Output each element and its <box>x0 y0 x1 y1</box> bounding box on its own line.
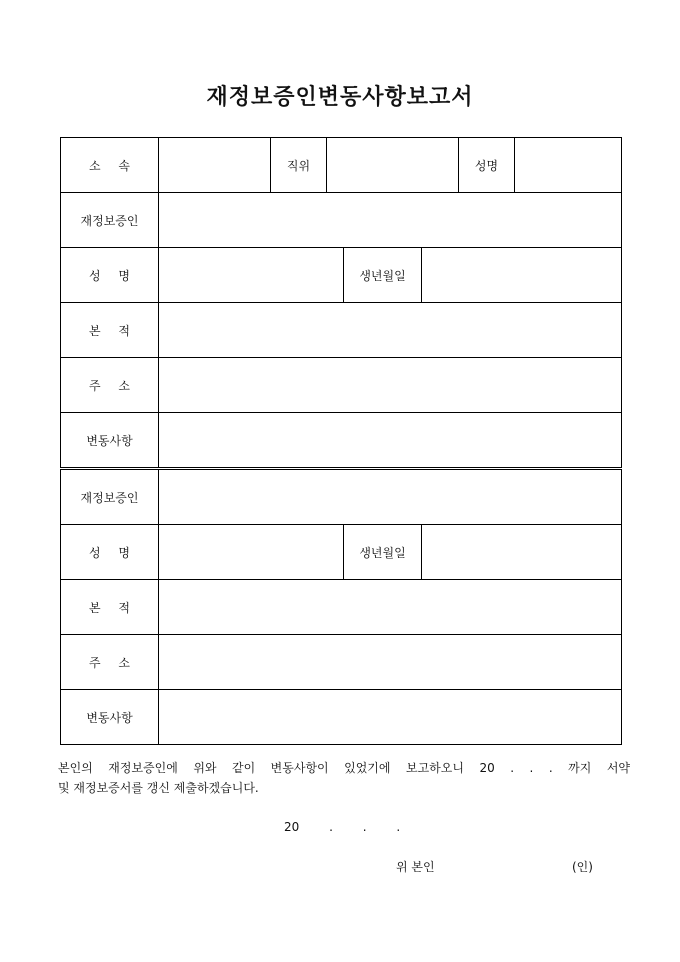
date-line: 20 . . . <box>284 820 401 834</box>
birthdate-value[interactable] <box>422 248 622 303</box>
guarantor-row <box>61 469 622 525</box>
guarantor-name-row <box>61 525 622 580</box>
guarantor-name-value[interactable] <box>159 248 344 303</box>
report-form-table <box>60 137 622 745</box>
name-label: 성명 <box>459 138 515 193</box>
changes-value[interactable] <box>159 690 622 745</box>
guarantor-name-label: 성 명 <box>61 248 159 303</box>
document-title: 재정보증인변동사항보고서 <box>206 84 474 110</box>
guarantor-name-row <box>61 248 622 303</box>
guarantor-name-label: 성 명 <box>61 525 159 580</box>
guarantor-value[interactable] <box>159 193 622 248</box>
changes-label: 변동사항 <box>61 690 159 745</box>
address-label: 주 소 <box>61 358 159 413</box>
affiliation-label: 소 속 <box>61 138 159 193</box>
guarantor-value[interactable] <box>159 469 622 525</box>
domicile-label: 본 적 <box>61 580 159 635</box>
signature-label: 위 본인 <box>396 860 435 874</box>
domicile-label: 본 적 <box>61 303 159 358</box>
address-value[interactable] <box>159 358 622 413</box>
header-row <box>61 138 622 193</box>
name-value[interactable] <box>515 138 622 193</box>
changes-label: 변동사항 <box>61 413 159 469</box>
domicile-row <box>61 580 622 635</box>
domicile-value[interactable] <box>159 303 622 358</box>
changes-value[interactable] <box>159 413 622 469</box>
position-value[interactable] <box>327 138 459 193</box>
birthdate-value[interactable] <box>422 525 622 580</box>
domicile-row <box>61 303 622 358</box>
position-label: 직위 <box>271 138 327 193</box>
statement-line-1: 본인의 재정보증인에 위와 같이 변동사항이 있었기에 보고하오니 20 . . . 까지 서약 <box>58 761 630 775</box>
birthdate-label: 생년월일 <box>344 248 422 303</box>
address-row <box>61 358 622 413</box>
address-row <box>61 635 622 690</box>
domicile-value[interactable] <box>159 580 622 635</box>
statement-line-2: 및 재정보증서를 갱신 제출하겠습니다. <box>58 781 259 795</box>
guarantor-row <box>61 193 622 248</box>
guarantor-label: 재정보증인 <box>61 469 159 525</box>
address-value[interactable] <box>159 635 622 690</box>
guarantor-label: 재정보증인 <box>61 193 159 248</box>
birthdate-label: 생년월일 <box>344 525 422 580</box>
affiliation-value[interactable] <box>159 138 271 193</box>
seal-label: (인) <box>572 860 593 874</box>
guarantor-name-value[interactable] <box>159 525 344 580</box>
changes-row <box>61 413 622 469</box>
changes-row <box>61 690 622 745</box>
address-label: 주 소 <box>61 635 159 690</box>
